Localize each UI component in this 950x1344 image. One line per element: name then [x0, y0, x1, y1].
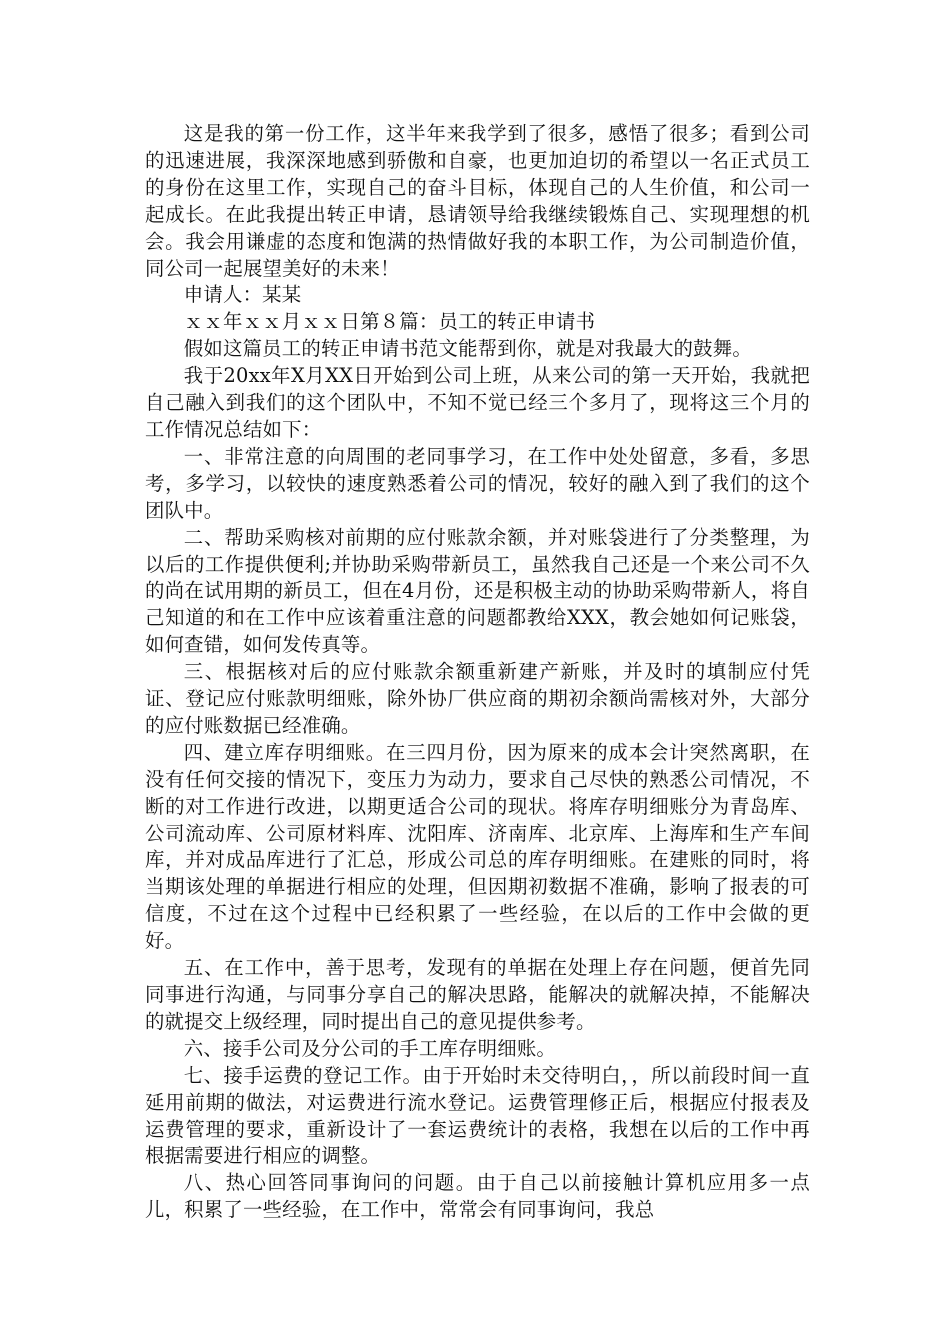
paragraph-item-6: 六、接手公司及分公司的手工库存明细账。 — [183, 1036, 557, 1060]
paragraph-start-date: 我于20xx年X月XX日开始到公司上班，从来公司的第一天开始，我就把自己融入到我们的这个团队中，不知不觉已经三个多月了，现将这三个月的工作情况总结如下： — [145, 364, 810, 441]
paragraph-item-7: 七、接手运费的登记工作。由于开始时未交待明白，，所以前段时间一直延用前期的做法，对运费进行流水登记。运费管理修正后，根据应付报表及运费管理的要求，重新设计了一套运费统计的表格，我想在以后的工作中再根据需要进行相应的调整。 — [145, 1063, 810, 1168]
paragraph-item-5: 五、在工作中，善于思考，发现有的单据在处理上存在问题，便首先同同事进行沟通，与同事分享自己的解决思路，能解决的就解决掉，不能解决的就提交上级经理，同时提出自己的意见提供参考。 — [145, 956, 810, 1033]
paragraph-intro: 这是我的第一份工作，这半年来我学到了很多，感悟了很多；看到公司的迅速进展，我深深地感到骄傲和自豪，也更加迫切的希望以一名正式员工的身份在这里工作，实现自己的奋斗目标，体现自己的人生价值，和公司一起成长。在此我提出转正申请，恳请领导给我继续锻炼自己、实现理想的机会。我会用谦虚的态度和饱满的热情做好我的本职工作，为公司制造价值，同公司一起展望美好的未来！ — [145, 122, 810, 280]
paragraph-item-1: 一、非常注意的向周围的老同事学习，在工作中处处留意，多看，多思考，多学习，以较快的速度熟悉着公司的情况，较好的融入到了我们的这个团队中。 — [145, 444, 810, 522]
applicant-line: 申请人：某某 — [183, 283, 302, 307]
paragraph-item-4: 四、建立库存明细账。在三四月份，因为原来的成本会计突然离职，在没有任何交接的情况下，变压力为动力，要求自己尽快的熟悉公司情况，不断的对工作进行改进，以期更适合公司的现状。将库存明细账分为青岛库、公司流动库、公司原材料库、沈阳库、济南库、北京库、上海库和生产车间库，并对成品库进行了汇总，形成公司总的库存明细账。在建账的同时，将当期该处理的单据进行相应的处理，但因期初数据不准确，影响了报表的可信度，不过在这个过程中已经积累了一些经验，在以后的工作中会做的更好。 — [145, 740, 810, 953]
document-page — [145, 121, 810, 1224]
paragraph-item-2: 二、帮助采购核对前期的应付账款余额，并对账袋进行了分类整理，为以后的工作提供便利;并协助采购带新员工，虽然我自己还是一个来公司不久的尚在试用期的新员工，但在4月份，还是积极主动的协助采购带新人，将自己知道的和在工作中应该着重注意的问题都教给XXX，教会她如何记账袋，如何查错，如何发传真等。 — [145, 525, 810, 657]
paragraph-item-8: 八、热心回答同事询问的问题。由于自己以前接触计算机应用多一点儿，积累了一些经验，在工作中，常常会有同事询问，我总 — [145, 1171, 810, 1222]
paragraph-encouragement: 假如这篇员工的转正申请书范文能帮到你，就是对我最大的鼓舞。 — [183, 337, 752, 361]
date-and-article-title: ｘｘ年ｘｘ月ｘｘ日第８篇：员工的转正申请书 — [183, 310, 596, 334]
paragraph-item-3: 三、根据核对后的应付账款余额重新建产新账，并及时的填制应付凭证、登记应付账款明细账，除外协厂供应商的期初余额尚需核对外，大部分的应付账数据已经准确。 — [145, 660, 810, 737]
